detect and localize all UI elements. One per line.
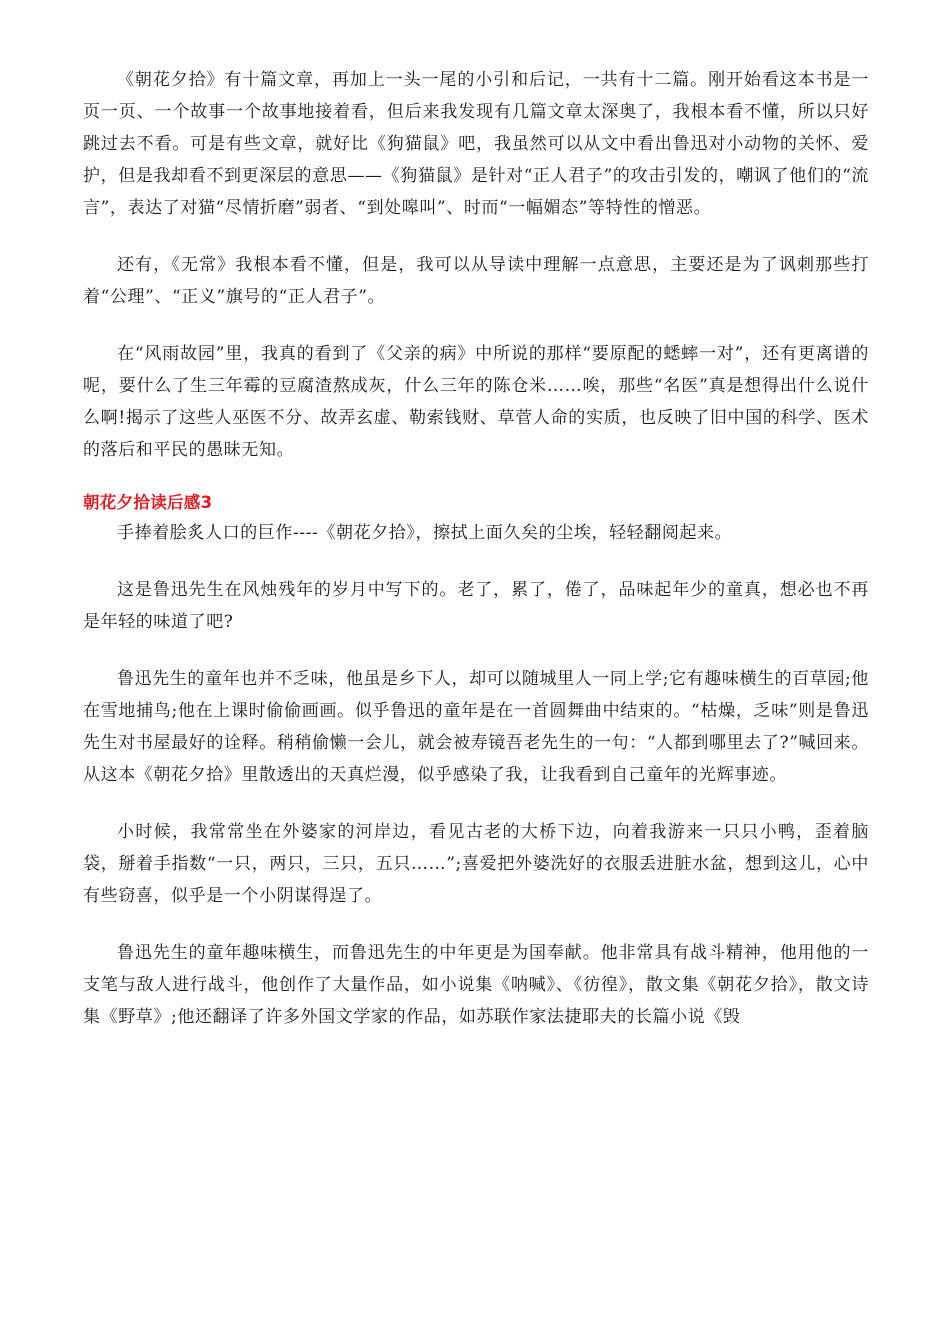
paragraph: 手捧着脍炙人口的巨作----《朝花夕拾》，擦拭上面久矣的尘埃，轻轻翻阅起来。 [117,523,733,543]
paragraph: 小时候，我常常坐在外婆家的河岸边，看见古老的大桥下边，向着我游来一只只小鸭，歪着脑袋，掰着手指数“一只，两只，三只，五只……”;喜爱把外婆洗好的衣服丢进脏水盆，想到这儿，心中有些窃喜，似乎是一个小阴谋得逞了。 [83,822,869,906]
paragraph: 还有，《无常》我根本看不懂，但是，我可以从导读中理解一点意思，主要还是为了讽刺那些打着“公理”、“正义”旗号的“正人君子”。 [83,255,869,307]
paragraph: 在“风雨故园”里，我真的看到了《父亲的病》中所说的那样“要原配的蟋蟀一对”，还有更离谱的呢，要什么了生三年霉的豆腐渣熬成灰，什么三年的陈仓米……唉，那些“名医”真是想得出什么说什么啊!揭示了这些人巫医不分、故弄玄虚、勒索钱财、草菅人命的实质，也反映了旧中国的科学、医术的落后和平民的愚昧无知。 [83,344,869,460]
section-heading: 朝花夕拾读后感3 [83,493,213,512]
document-page [83,64,869,1058]
paragraph: 《朝花夕拾》有十篇文章，再加上一头一尾的小引和后记，一共有十二篇。刚开始看这本书是一页一页、一个故事一个故事地接着看，但后来我发现有几篇文章太深奥了，我根本看不懂，所以只好跳过去不看。可是有些文章，就好比《狗猫鼠》吧，我虽然可以从文中看出鲁迅对小动物的关怀、爱护，但是我却看不到更深层的意思——《狗猫鼠》是针对“正人君子”的攻击引发的，嘲讽了他们的“流言”，表达了对猫“尽情折磨”弱者、“到处嗥叫”、时而“一幅媚态”等特性的憎恶。 [83,70,869,218]
paragraph: 鲁迅先生的童年趣味横生，而鲁迅先生的中年更是为国奉献。他非常具有战斗精神，他用他的一支笔与敌人进行战斗，他创作了大量作品，如小说集《呐喊》、《彷徨》，散文集《朝花夕拾》，散文诗集《野草》;他还翻译了许多外国文学家的作品，如苏联作家法捷耶夫的长篇小说《毁 [83,943,869,1027]
paragraph: 鲁迅先生的童年也并不乏味，他虽是乡下人，却可以随城里人一同上学;它有趣味横生的百草园;他在雪地捕鸟;他在上课时偷偷画画。似乎鲁迅的童年是在一首圆舞曲中结束的。“枯燥，乏味”则是鲁迅先生对书屋最好的诠释。稍稍偷懒一会儿，就会被寿镜吾老先生的一句：“人都到哪里去了?”喊回来。从这本《朝花夕拾》里散透出的天真烂漫，似乎感染了我，让我看到自己童年的光辉事迹。 [83,669,869,785]
paragraph: 这是鲁迅先生在风烛残年的岁月中写下的。老了，累了，倦了，品味起年少的童真，想必也不再是年轻的味道了吧? [83,580,869,632]
